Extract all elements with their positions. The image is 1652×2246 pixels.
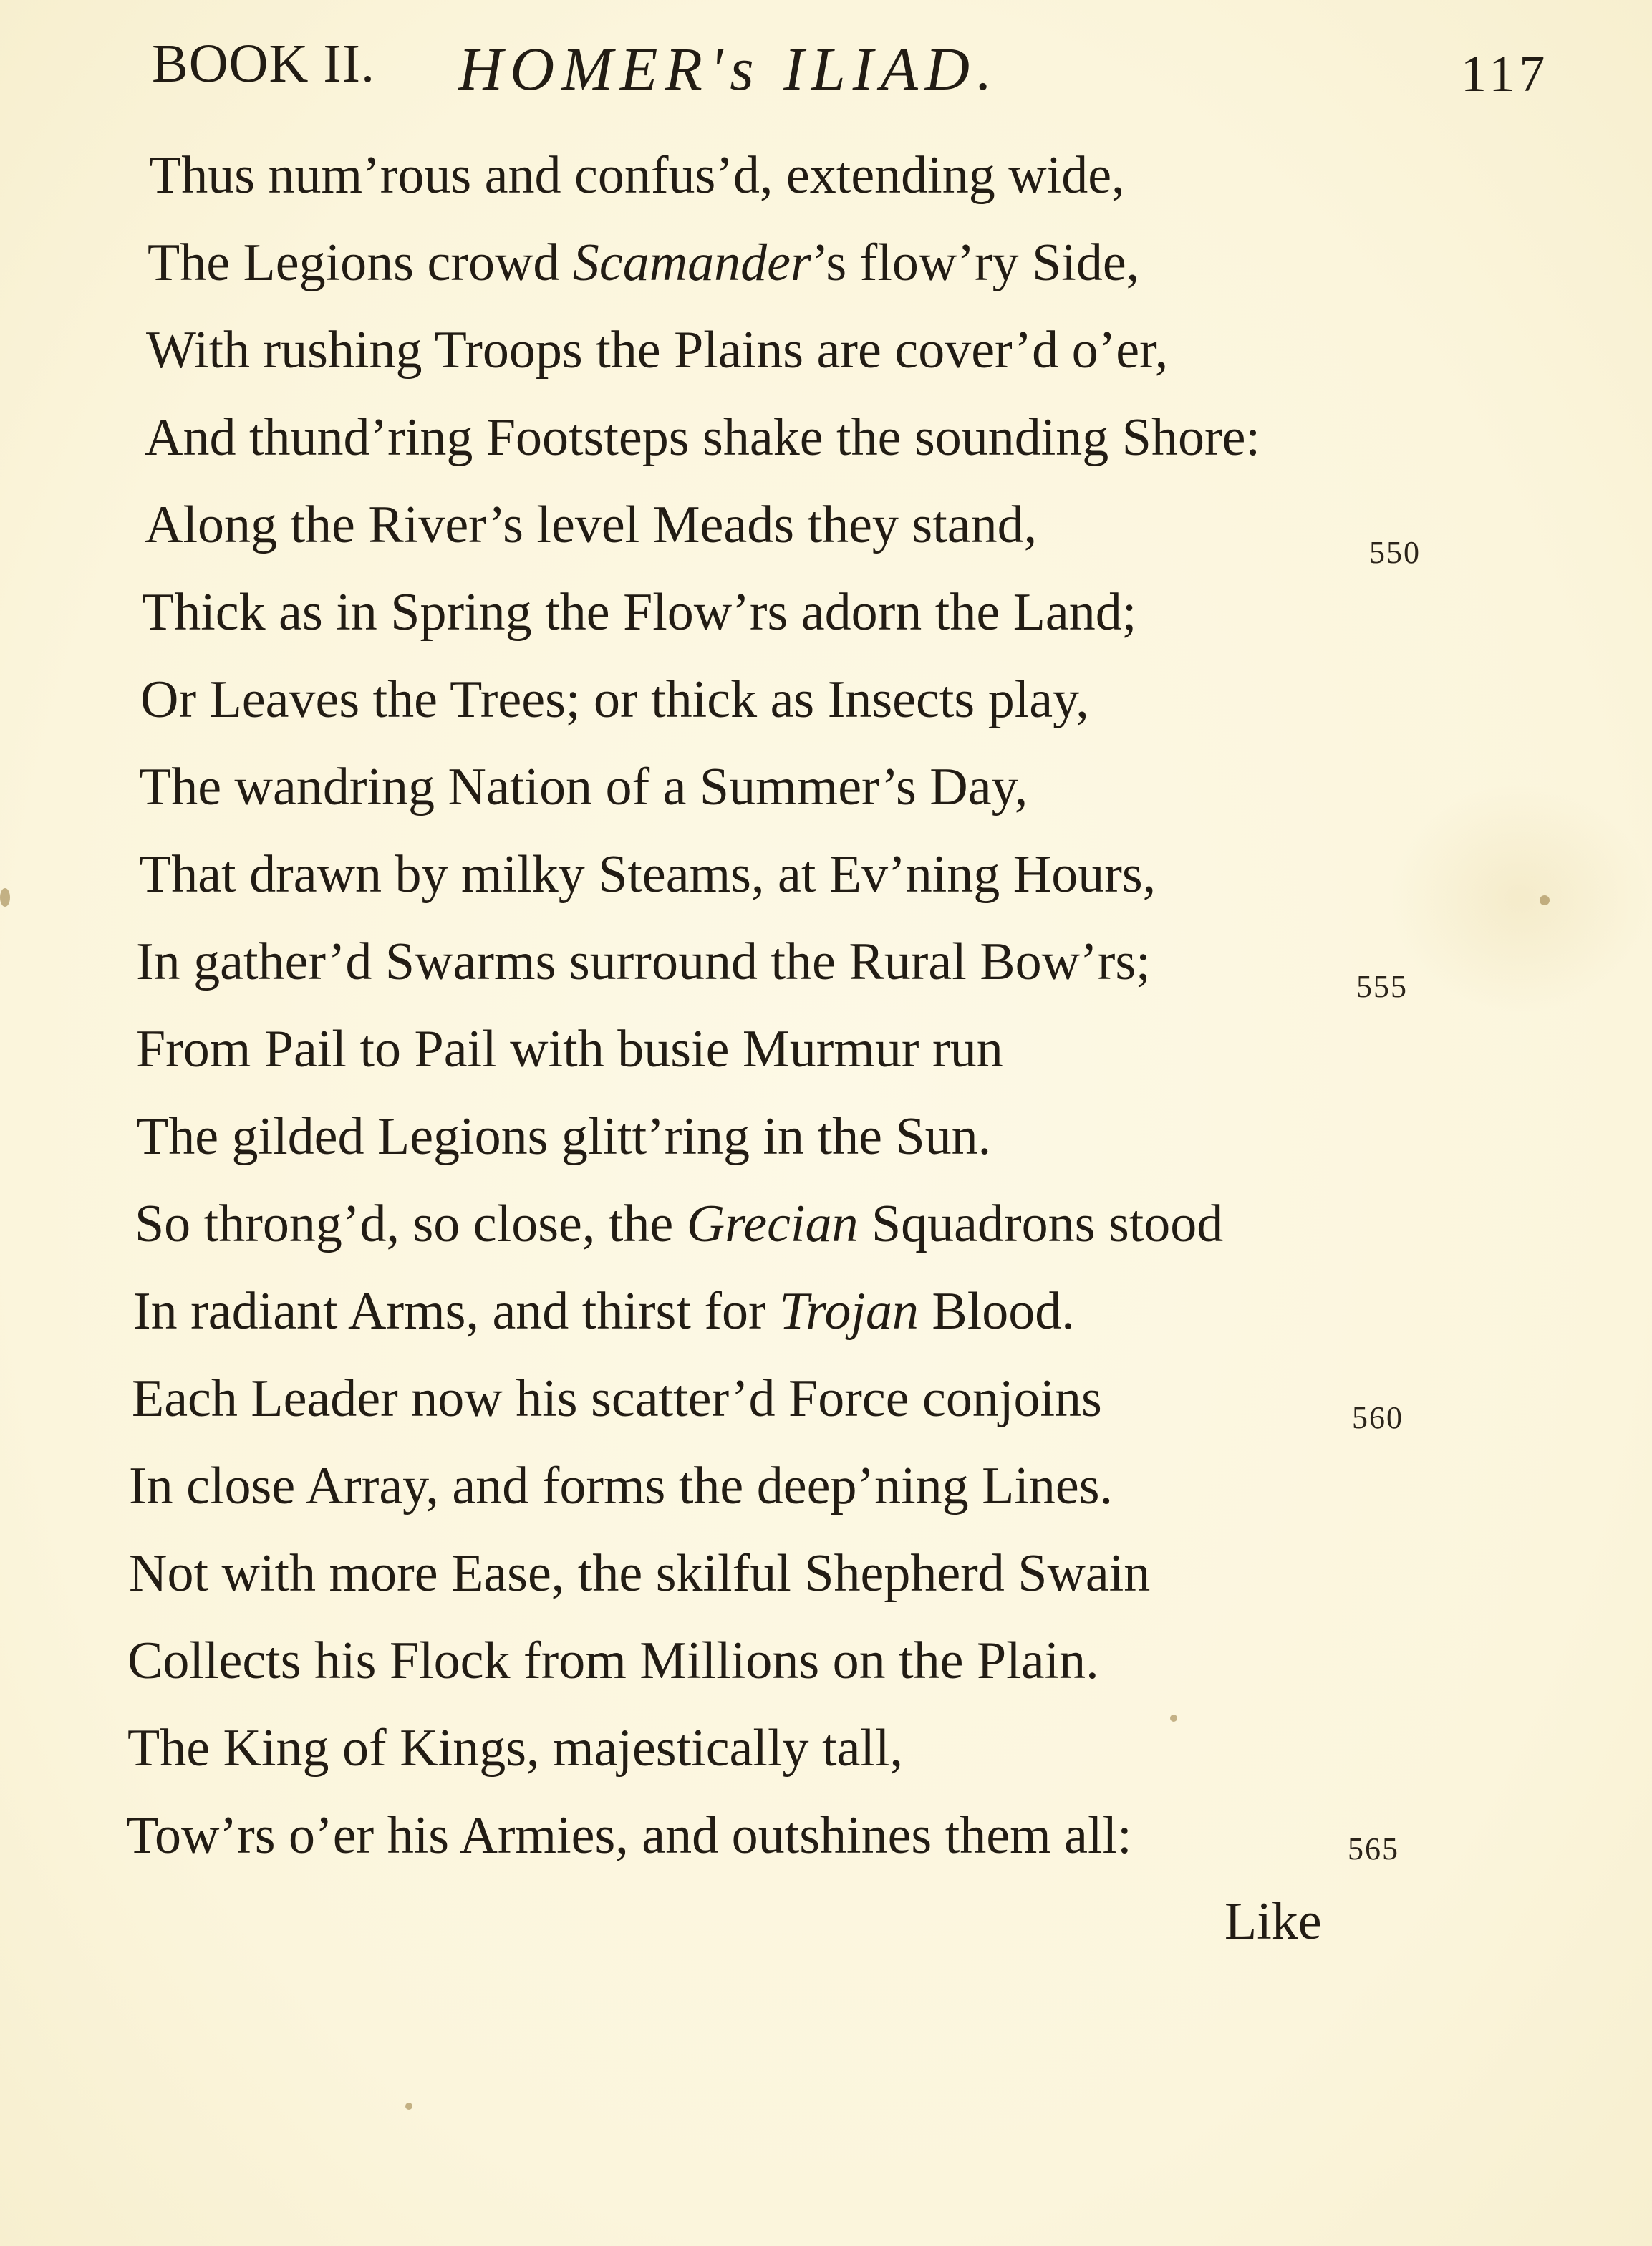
verse-line: [145, 493, 1037, 557]
verse-text: In gather’d Swarms surround the Rural Bow’rs;: [136, 932, 1151, 991]
verse-text: That drawn by milky Steams, at Ev’ning Hours,: [139, 845, 1156, 904]
verse-line: [145, 405, 1260, 470]
verse-line: [140, 667, 1089, 732]
verse-text: Along the River’s level Meads they stand,: [145, 496, 1038, 554]
line-number: 565: [1348, 1831, 1399, 1866]
verse-line: [148, 231, 1139, 295]
verse-text: Collects his Flock from Millions on the Plain.: [127, 1632, 1099, 1690]
verse-line: [127, 1716, 903, 1780]
page-number: 117: [1461, 45, 1550, 102]
verse-line: [139, 842, 1156, 907]
line-number: 550: [1369, 535, 1421, 570]
verse-text: So throng’d, so close, the: [135, 1195, 687, 1253]
running-title: HOMER's ILIAD.: [458, 34, 1000, 103]
line-number: 560: [1352, 1400, 1404, 1435]
verse-text: Thus num’rous and confus’d, extending wide,: [149, 146, 1125, 205]
verse-line: [132, 1367, 1102, 1431]
verse-italic-name: Grecian: [686, 1195, 859, 1253]
verse-text: Blood.: [918, 1282, 1075, 1341]
verse-text: Squadrons stood: [858, 1195, 1224, 1253]
verse-line: [136, 1104, 991, 1169]
verse-line: [142, 580, 1136, 645]
verse-text: The wandring Nation of a Summer’s Day,: [139, 758, 1028, 816]
line-number: 555: [1356, 969, 1408, 1004]
verse-line: [135, 1192, 1223, 1256]
verse-line: [136, 1017, 1003, 1081]
verse-text: The Legions crowd: [148, 233, 573, 292]
verse-line: [146, 318, 1168, 382]
verse-text: Or Leaves the Trees; or thick as Insects play,: [140, 670, 1089, 729]
verse-text: And thund’ring Footsteps shake the sounding Shore:: [145, 408, 1261, 467]
verse-italic-name: Scamander: [572, 233, 811, 292]
verse-text: From Pail to Pail with busie Murmur run: [136, 1020, 1003, 1079]
verse-text: In radiant Arms, and thirst for: [133, 1282, 780, 1341]
verse-text: ’s flow’ry Side,: [811, 233, 1140, 292]
verse-line: [126, 1803, 1132, 1868]
verse-text: Each Leader now his scatter’d Force conjoins: [132, 1369, 1102, 1428]
verse-line: [139, 755, 1028, 819]
verse-italic-name: Trojan: [779, 1282, 919, 1341]
verse-line: [129, 1541, 1150, 1606]
verse-line: [127, 1629, 1099, 1693]
verse-line: [133, 1279, 1075, 1344]
verse-text: In close Array, and forms the deep’ning Lines.: [129, 1457, 1114, 1515]
verse-line: [149, 143, 1125, 208]
verse-text: The King of Kings, majestically tall,: [127, 1719, 904, 1778]
verse-text: Tow’rs o’er his Armies, and outshines them all:: [126, 1806, 1132, 1865]
verse-text: The gilded Legions glitt’ring in the Sun.: [136, 1107, 992, 1166]
verse-text: Not with more Ease, the skilful Shepherd Swain: [129, 1544, 1151, 1603]
verse-line: [129, 1454, 1113, 1518]
verse-text: With rushing Troops the Plains are cover’d o’er,: [146, 321, 1169, 380]
catchword: Like: [1224, 1892, 1322, 1951]
verse-text: Thick as in Spring the Flow’rs adorn the Land;: [142, 583, 1137, 642]
book-label-text: BOOK II.: [152, 34, 375, 94]
verse-line: [136, 930, 1151, 994]
